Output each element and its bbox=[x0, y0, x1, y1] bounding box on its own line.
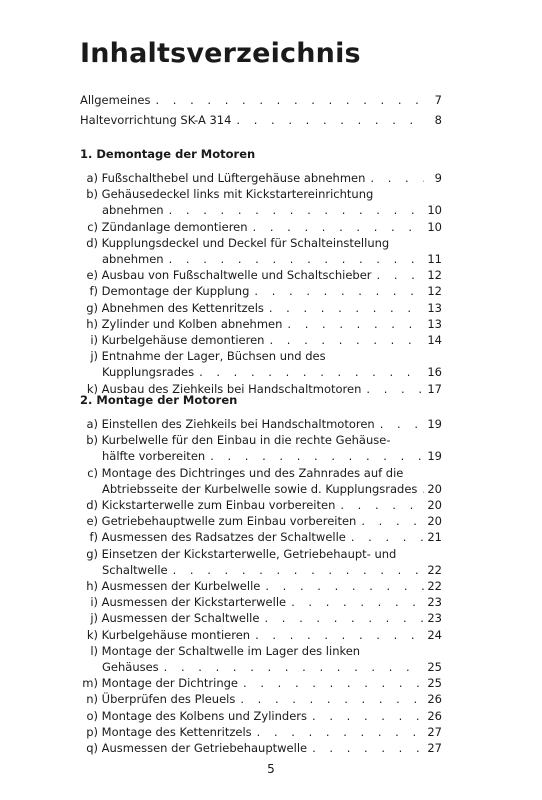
entry-key: o) bbox=[86, 708, 98, 723]
leader-dots bbox=[372, 267, 424, 283]
entry-page: 11 bbox=[427, 252, 442, 266]
entry-key: f) bbox=[89, 530, 98, 545]
toc-entry bbox=[80, 578, 442, 594]
entry-page: 23 bbox=[427, 611, 442, 626]
entry-key: h) bbox=[86, 316, 98, 331]
leader-dots bbox=[335, 497, 424, 513]
entry-text: Getriebehauptwelle zum Einbau vorbereiten bbox=[101, 514, 357, 529]
leader-dots bbox=[356, 513, 424, 529]
entry-text: Kurbelwelle für den Einbau in die rechte Gehäuse- bbox=[101, 433, 391, 448]
toc-entry bbox=[80, 316, 442, 332]
toc-entry bbox=[80, 332, 442, 348]
entry-page: 25 bbox=[427, 676, 442, 691]
leader-dots bbox=[307, 740, 424, 756]
leader-dots bbox=[259, 610, 424, 626]
toc-entry bbox=[80, 432, 442, 448]
entry-page: 9 bbox=[434, 171, 442, 185]
toc-entry bbox=[80, 546, 442, 562]
leader-dots bbox=[235, 691, 424, 707]
leader-dots bbox=[375, 416, 424, 432]
entry-text: Abtriebsseite der Kurbelwelle sowie d. Kupplungsrades bbox=[102, 481, 418, 496]
entry-key: g) bbox=[86, 546, 98, 561]
toc-entry bbox=[80, 219, 442, 235]
toc-entry bbox=[80, 691, 442, 707]
entry-key: e) bbox=[86, 268, 98, 283]
entry-key: d) bbox=[86, 235, 98, 250]
entry-page: 19 bbox=[427, 449, 442, 464]
entry-text: Demontage der Kupplung bbox=[101, 284, 250, 299]
toc-entry bbox=[80, 267, 442, 283]
entry-text: Ausmessen der Kickstarterwelle bbox=[101, 595, 287, 610]
toc-entry bbox=[80, 610, 442, 626]
entry-text: Abnehmen des Kettenritzels bbox=[101, 300, 264, 315]
toc-entry-continuation bbox=[80, 202, 442, 218]
toc-entry bbox=[80, 92, 442, 108]
entry-key: m) bbox=[82, 676, 98, 691]
entry-page: 24 bbox=[427, 627, 442, 642]
page-number: 5 bbox=[267, 762, 275, 776]
entry-text: Kurbelgehäuse demontieren bbox=[101, 333, 265, 347]
entry-key: c) bbox=[87, 465, 98, 480]
leader-dots bbox=[168, 562, 424, 578]
entry-page: 16 bbox=[427, 365, 442, 380]
entry-page: 13 bbox=[427, 300, 442, 315]
toc-entry-continuation bbox=[80, 659, 442, 675]
leader-dots bbox=[250, 627, 424, 643]
toc-entry-continuation bbox=[80, 562, 442, 578]
leader-dots bbox=[159, 659, 424, 675]
entry-page: 22 bbox=[427, 579, 442, 593]
entry-text: Einsetzen der Kickstarterwelle, Getriebehaupt- und bbox=[101, 546, 397, 561]
entry-page: 21 bbox=[427, 530, 442, 545]
entry-text: Ausmessen der Getriebehauptwelle bbox=[101, 741, 308, 755]
toc-entry bbox=[80, 465, 442, 481]
toc-entry bbox=[80, 348, 442, 364]
entry-text: Montage des Dichtringes und des Zahnrades auf die bbox=[101, 465, 404, 480]
entry-page: 7 bbox=[434, 93, 442, 107]
entry-text: Fußschalthebel und Lüftergehäuse abnehmen bbox=[101, 171, 366, 185]
entry-key: e) bbox=[86, 514, 98, 529]
entry-page: 26 bbox=[427, 692, 442, 707]
leader-dots bbox=[238, 675, 424, 691]
leader-dots bbox=[260, 578, 424, 594]
leader-dots bbox=[365, 170, 424, 186]
toc-entry bbox=[80, 643, 442, 659]
toc-entry bbox=[80, 740, 442, 756]
entry-text: Montage des Kettenritzels bbox=[101, 724, 252, 739]
entry-key: l) bbox=[90, 643, 98, 658]
entry-text: Einstellen des Ziehkeils bei Handschaltmotoren bbox=[101, 417, 375, 431]
entry-key: k) bbox=[86, 381, 98, 396]
entry-key: b) bbox=[86, 187, 98, 202]
section-heading: 1. Demontage der Motoren bbox=[80, 147, 256, 161]
entry-text: abnehmen bbox=[102, 203, 164, 218]
entry-text: Montage der Dichtringe bbox=[101, 676, 239, 691]
toc-entry bbox=[80, 416, 442, 432]
toc-entry bbox=[80, 724, 442, 740]
entry-key: n) bbox=[86, 692, 98, 707]
entry-text: Haltevorrichtung SK-A 314 bbox=[80, 113, 232, 127]
toc-entry-continuation bbox=[80, 448, 442, 464]
toc-entry bbox=[80, 497, 442, 513]
entry-key: b) bbox=[86, 433, 98, 448]
entry-text: Kurbelgehäuse montieren bbox=[101, 627, 251, 642]
leader-dots bbox=[249, 283, 424, 299]
leader-dots bbox=[264, 332, 424, 348]
toc-entry-continuation bbox=[80, 364, 442, 380]
entry-key: k) bbox=[86, 627, 98, 642]
toc-entry bbox=[80, 300, 442, 316]
leader-dots bbox=[252, 724, 424, 740]
entry-page: 10 bbox=[427, 219, 442, 234]
entry-key: a) bbox=[86, 171, 98, 185]
section-heading: 2. Montage der Motoren bbox=[80, 393, 238, 407]
entry-page: 26 bbox=[427, 708, 442, 723]
toc-entry bbox=[80, 529, 442, 545]
entry-page: 27 bbox=[427, 741, 442, 755]
entry-page: 20 bbox=[427, 481, 442, 496]
entry-text: Montage der Schaltwelle im Lager des linken bbox=[101, 643, 361, 658]
leader-dots bbox=[361, 381, 424, 397]
entry-key: q) bbox=[86, 741, 98, 755]
entry-text: Zündanlage demontieren bbox=[101, 219, 248, 234]
leader-dots bbox=[286, 594, 424, 610]
entry-text: Ausbau des Ziehkeils bei Handschaltmotoren bbox=[101, 381, 362, 396]
leader-dots bbox=[164, 251, 424, 267]
toc-entry bbox=[80, 627, 442, 643]
entry-page: 14 bbox=[427, 333, 442, 347]
entry-page: 23 bbox=[427, 595, 442, 610]
leader-dots bbox=[194, 364, 424, 380]
leader-dots bbox=[231, 112, 424, 128]
entry-key: i) bbox=[90, 333, 98, 347]
entry-page: 17 bbox=[427, 381, 442, 396]
leader-dots bbox=[417, 481, 424, 497]
toc-entry bbox=[80, 708, 442, 724]
toc-entry-continuation bbox=[80, 481, 442, 497]
leader-dots bbox=[282, 316, 424, 332]
entry-page: 19 bbox=[427, 417, 442, 431]
leader-dots bbox=[205, 448, 424, 464]
entry-key: d) bbox=[86, 498, 98, 512]
entry-text: abnehmen bbox=[102, 252, 164, 266]
entry-text: Ausmessen des Radsatzes der Schaltwelle bbox=[101, 530, 346, 545]
leader-dots bbox=[150, 92, 424, 108]
toc-entry bbox=[80, 283, 442, 299]
entry-key: a) bbox=[86, 417, 98, 431]
entry-text: Kupplungsdeckel und Deckel für Schalteinstellung bbox=[101, 235, 390, 250]
entry-page: 25 bbox=[427, 660, 442, 674]
toc-entry bbox=[80, 112, 442, 128]
entry-key: j) bbox=[90, 611, 98, 626]
entry-page: 12 bbox=[427, 268, 442, 283]
entry-key: j) bbox=[90, 349, 98, 364]
entry-page: 10 bbox=[427, 203, 442, 218]
entry-text: Ausbau von Fußschaltwelle und Schaltschieber bbox=[101, 268, 372, 283]
toc-entry bbox=[80, 235, 442, 251]
entry-text: Montage des Kolbens und Zylinders bbox=[101, 708, 308, 723]
entry-page: 13 bbox=[427, 316, 442, 331]
leader-dots bbox=[346, 529, 424, 545]
entry-page: 8 bbox=[434, 113, 442, 127]
entry-text: Ausmessen der Schaltwelle bbox=[101, 611, 260, 626]
entry-text: Zylinder und Kolben abnehmen bbox=[101, 316, 283, 331]
toc-entry bbox=[80, 513, 442, 529]
entry-text: Entnahme der Lager, Büchsen und des bbox=[101, 349, 326, 364]
entry-text: Schaltwelle bbox=[102, 562, 168, 577]
entry-page: 12 bbox=[427, 284, 442, 299]
page-title: Inhaltsverzeichnis bbox=[80, 38, 361, 69]
entry-text: hälfte vorbereiten bbox=[102, 449, 206, 464]
leader-dots bbox=[307, 708, 424, 724]
entry-text: Kupplungsrades bbox=[102, 365, 195, 380]
entry-page: 20 bbox=[427, 498, 442, 512]
entry-text: Gehäuses bbox=[102, 660, 159, 674]
entry-page: 22 bbox=[427, 562, 442, 577]
entry-page: 27 bbox=[427, 724, 442, 739]
entry-key: c) bbox=[87, 219, 98, 234]
toc-entry bbox=[80, 675, 442, 691]
leader-dots bbox=[264, 300, 424, 316]
entry-text: Überprüfen des Pleuels bbox=[101, 692, 236, 707]
entry-text: Ausmessen der Kurbelwelle bbox=[101, 579, 261, 593]
toc-entry-continuation bbox=[80, 251, 442, 267]
entry-key: p) bbox=[86, 724, 98, 739]
entry-page: 20 bbox=[427, 514, 442, 529]
entry-key: h) bbox=[86, 579, 98, 593]
entry-text: Kickstarterwelle zum Einbau vorbereiten bbox=[101, 498, 336, 512]
toc-entry bbox=[80, 170, 442, 186]
toc-entry bbox=[80, 186, 442, 202]
toc-entry bbox=[80, 594, 442, 610]
entry-key: f) bbox=[89, 284, 98, 299]
entry-text: Allgemeines bbox=[80, 93, 151, 107]
entry-key: i) bbox=[90, 595, 98, 610]
entry-key: g) bbox=[86, 300, 98, 315]
leader-dots bbox=[164, 202, 424, 218]
entry-text: Gehäusedeckel links mit Kickstartereinrichtung bbox=[101, 187, 374, 202]
leader-dots bbox=[248, 219, 424, 235]
